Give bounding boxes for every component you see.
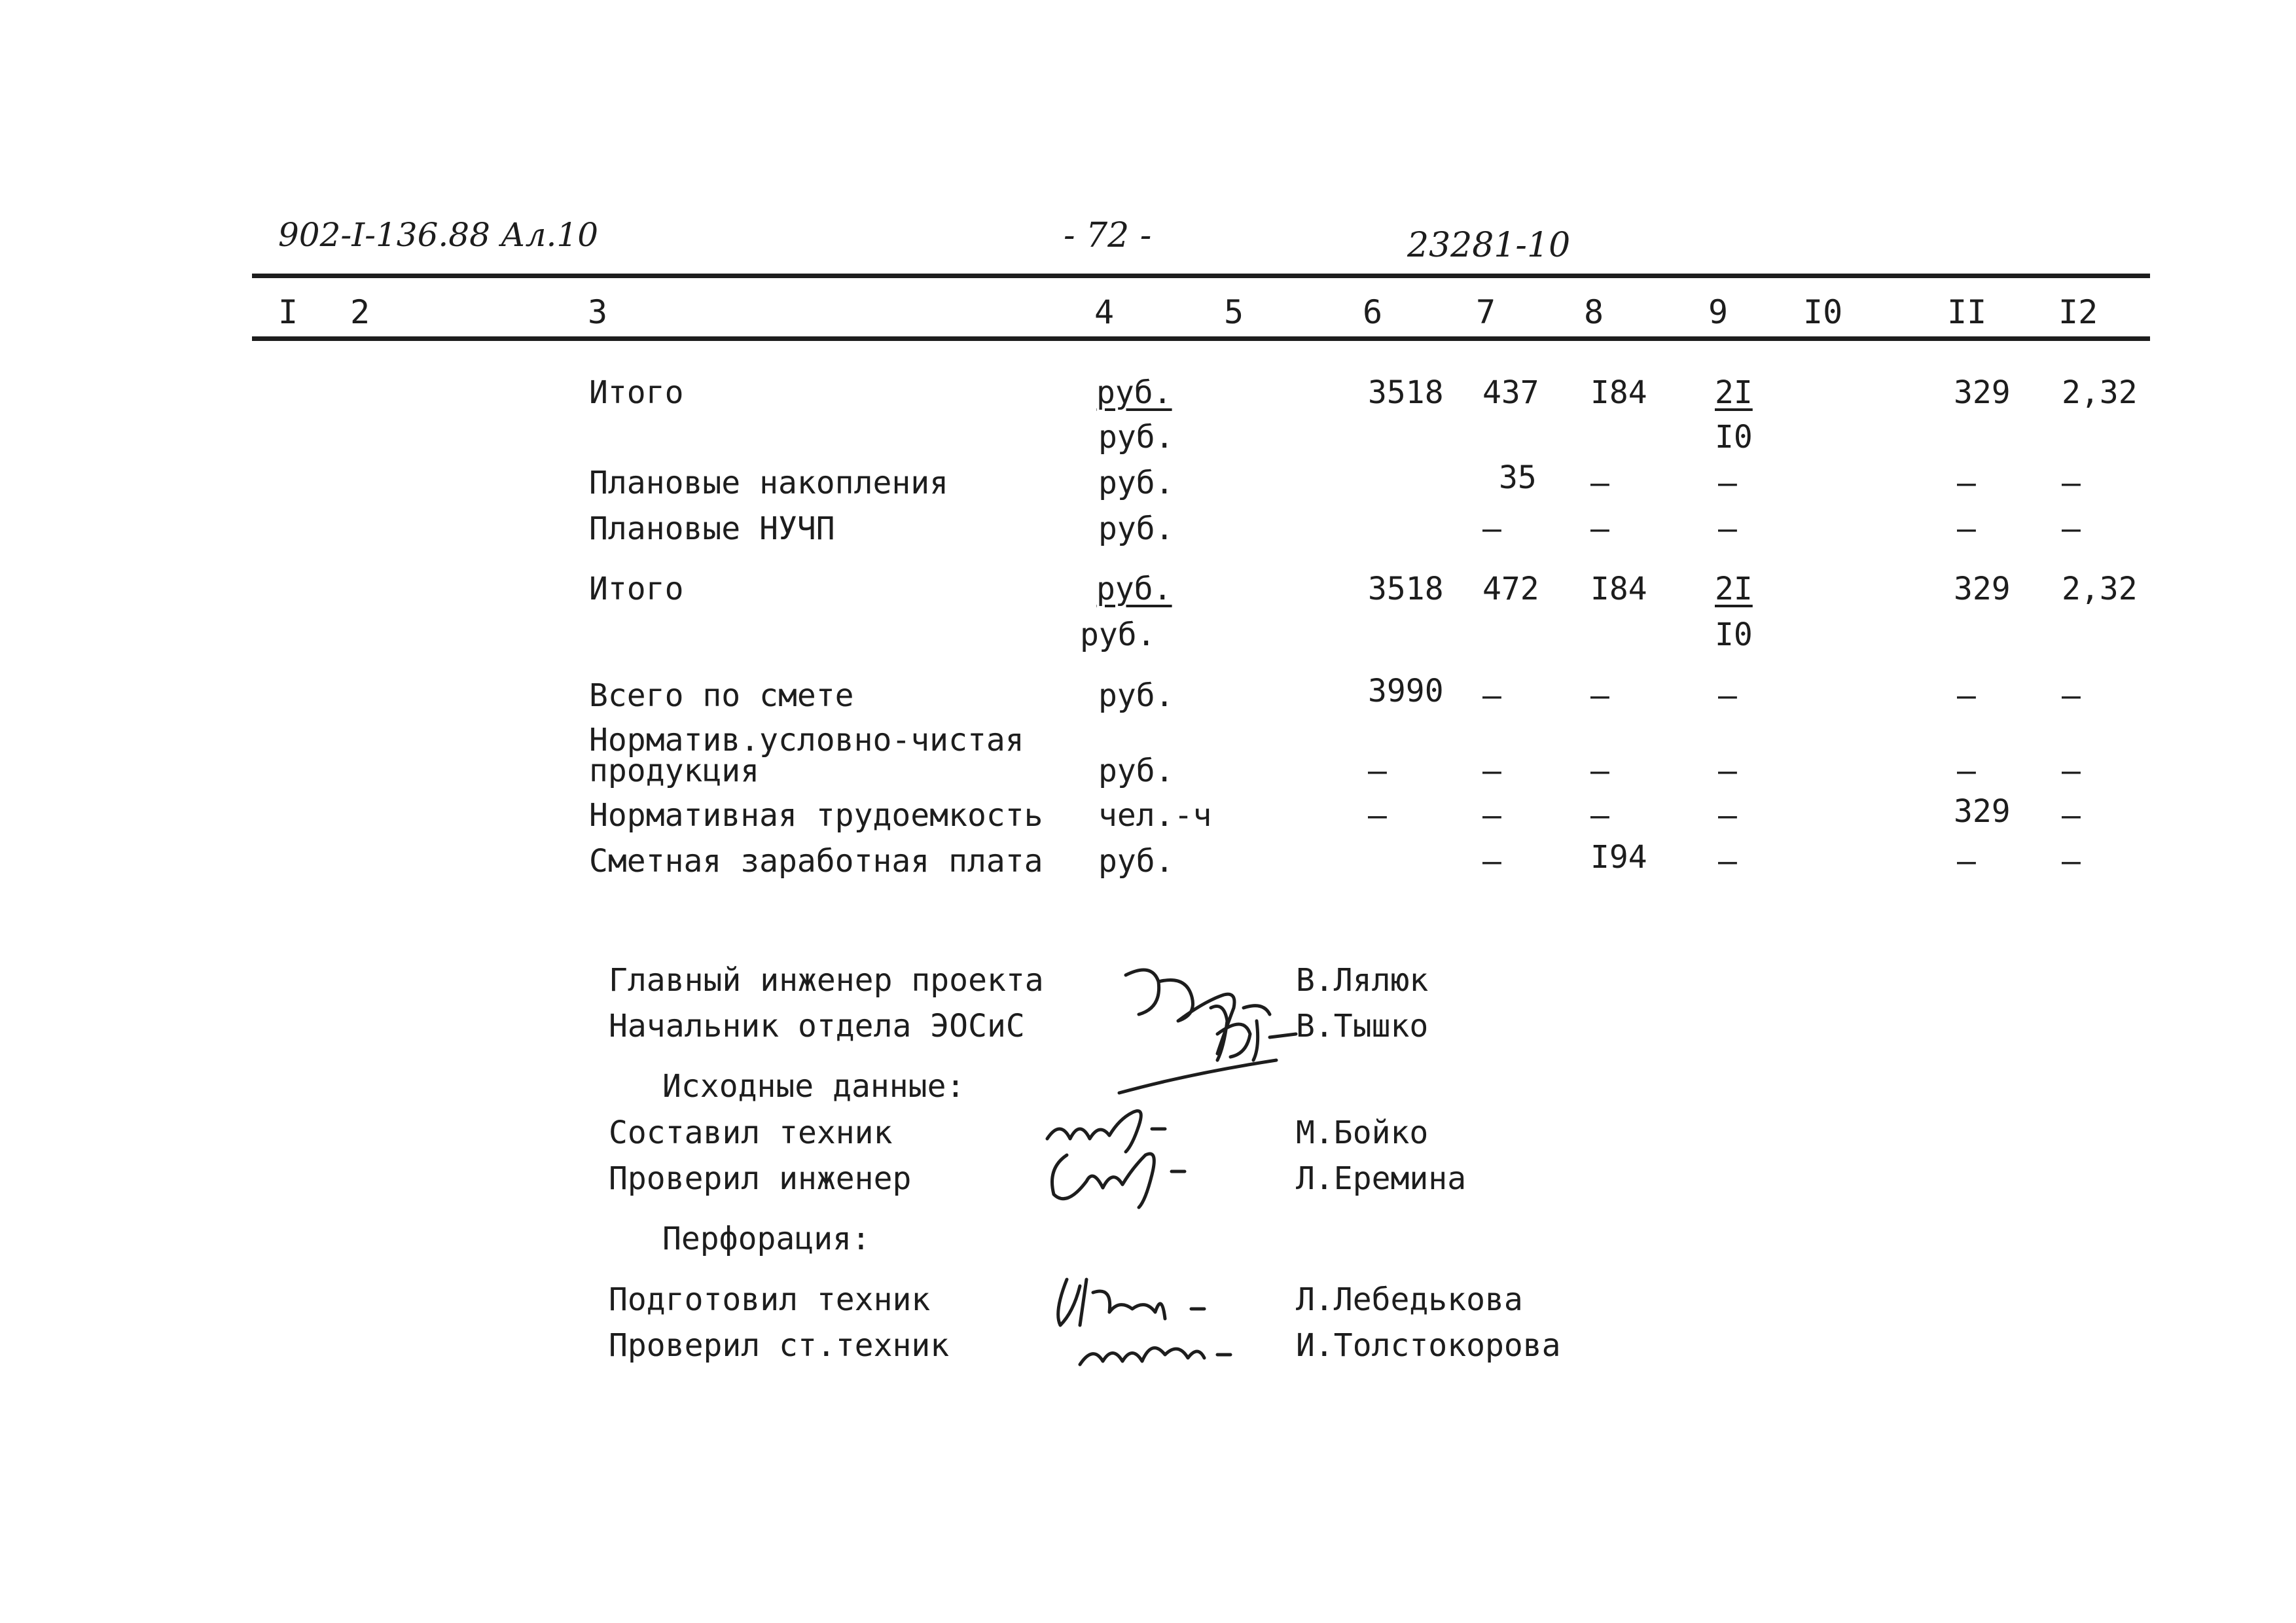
checked-name: Л.Еремина	[1296, 1160, 1467, 1197]
column-number: 6	[1363, 293, 1383, 331]
row-unit-secondary: руб.	[1098, 419, 1174, 455]
dept-head-signature	[1113, 995, 1309, 1113]
cell-col9: –	[1718, 843, 1737, 880]
inventory-number: 23281-10	[1407, 226, 1571, 265]
cell-col8: –	[1590, 797, 1609, 834]
column-number: 2	[350, 293, 370, 331]
row-label: Итого	[589, 571, 684, 607]
cell-col9-denominator: I0	[1715, 616, 1753, 653]
cell-col9: –	[1718, 677, 1737, 714]
cell-col6: 3990	[1368, 673, 1444, 709]
cell-col8: –	[1590, 510, 1609, 547]
dept-head-title: Начальник отдела ЭОСиС	[609, 1008, 1025, 1044]
cell-col7: –	[1482, 510, 1501, 547]
perforation-heading: Перфорация:	[662, 1221, 870, 1257]
row-label: Сметная заработная плата	[589, 843, 1043, 880]
row-label: Норматив.условно-чистая	[589, 722, 1024, 758]
cell-col11: 329	[1954, 793, 2011, 830]
page-number: - 72 -	[1064, 216, 1152, 255]
column-number: 8	[1584, 293, 1604, 331]
column-number: 4	[1094, 293, 1115, 331]
row-unit-secondary: руб.	[1080, 616, 1156, 653]
column-number: I2	[2058, 293, 2098, 331]
cell-col9: –	[1718, 510, 1737, 547]
column-number: 3	[588, 293, 608, 331]
compiled-name: М.Бойко	[1296, 1115, 1429, 1151]
top-rule	[252, 274, 2150, 278]
column-number: 7	[1476, 293, 1496, 331]
column-number: 9	[1708, 293, 1729, 331]
cell-col8: I94	[1590, 839, 1647, 876]
cell-col12: 2,32	[2062, 571, 2138, 607]
cell-col8: –	[1590, 677, 1609, 714]
cell-col12: –	[2062, 797, 2081, 834]
cell-col11: –	[1957, 843, 1976, 880]
column-number: II	[1947, 293, 1987, 331]
cell-col7: –	[1482, 797, 1501, 834]
chief-engineer-name: В.Лялюк	[1296, 962, 1429, 999]
cell-col6: –	[1368, 797, 1387, 834]
column-number: 5	[1224, 293, 1244, 331]
cell-col7: 472	[1482, 571, 1539, 607]
cell-col11: –	[1957, 753, 1976, 789]
cell-col8: I84	[1590, 571, 1647, 607]
column-number: I	[278, 293, 298, 331]
cell-col8: –	[1590, 753, 1609, 789]
checked-senior-title: Проверил ст.техник	[609, 1327, 950, 1364]
cell-col11: –	[1957, 677, 1976, 714]
cell-col12: 2,32	[2062, 374, 2138, 411]
cell-col12: –	[2062, 677, 2081, 714]
chief-engineer-title: Главный инженер проекта	[609, 962, 1044, 999]
row-label: Плановые НУЧП	[589, 510, 835, 547]
cell-col6: –	[1368, 753, 1387, 789]
row-unit: руб.	[1098, 753, 1174, 789]
dept-head-name: В.Тышко	[1296, 1008, 1429, 1044]
prepared-name: Л.Лебедькова	[1296, 1281, 1523, 1318]
source-data-heading: Исходные данные:	[662, 1068, 965, 1105]
cell-col7: 437	[1482, 374, 1539, 411]
row-label: Итого	[589, 374, 684, 411]
cell-col11: –	[1957, 465, 1976, 501]
cell-col8: –	[1590, 465, 1609, 501]
cell-col6: 3518	[1368, 374, 1444, 411]
cell-col9: –	[1718, 797, 1737, 834]
cell-col9-denominator: I0	[1715, 419, 1753, 455]
row-unit: руб.	[1096, 571, 1172, 607]
row-unit: руб.	[1098, 510, 1174, 547]
row-label-continuation: продукция	[589, 753, 760, 789]
cell-col11: 329	[1954, 374, 2011, 411]
row-unit: руб.	[1098, 677, 1174, 714]
cell-col11: 329	[1954, 571, 2011, 607]
row-unit: руб.	[1098, 465, 1174, 501]
checked-title: Проверил инженер	[609, 1160, 912, 1197]
row-label: Нормативная трудоемкость	[589, 797, 1043, 834]
column-number: I0	[1803, 293, 1843, 331]
cell-col9: –	[1718, 753, 1737, 789]
document-code: 902-I-136.88 Ал.10	[278, 216, 599, 254]
row-unit: руб.	[1098, 843, 1174, 880]
row-label: Всего по смете	[589, 677, 854, 714]
checked-senior-signature	[1073, 1319, 1244, 1378]
cell-col9-numerator: 2I	[1715, 374, 1753, 411]
cell-col7: –	[1482, 843, 1501, 880]
cell-col7: 35	[1499, 459, 1537, 496]
cell-col12: –	[2062, 753, 2081, 789]
cell-col7: –	[1482, 753, 1501, 789]
compiled-title: Составил техник	[609, 1115, 893, 1151]
prepared-title: Подготовил техник	[609, 1281, 931, 1318]
cell-col7: –	[1482, 677, 1501, 714]
cell-col9-numerator: 2I	[1715, 571, 1753, 607]
cell-col11: –	[1957, 510, 1976, 547]
cell-col12: –	[2062, 465, 2081, 501]
checked-signature	[1041, 1142, 1211, 1214]
header-bottom-rule	[252, 336, 2150, 341]
cell-col6: 3518	[1368, 571, 1444, 607]
cell-col8: I84	[1590, 374, 1647, 411]
row-label: Плановые накопления	[589, 465, 949, 501]
cell-col12: –	[2062, 510, 2081, 547]
row-unit: руб.	[1096, 374, 1172, 411]
cell-col12: –	[2062, 843, 2081, 880]
row-unit: чел.-ч	[1098, 797, 1212, 834]
cell-col9: –	[1718, 465, 1737, 501]
checked-senior-name: И.Толстокорова	[1296, 1327, 1561, 1364]
